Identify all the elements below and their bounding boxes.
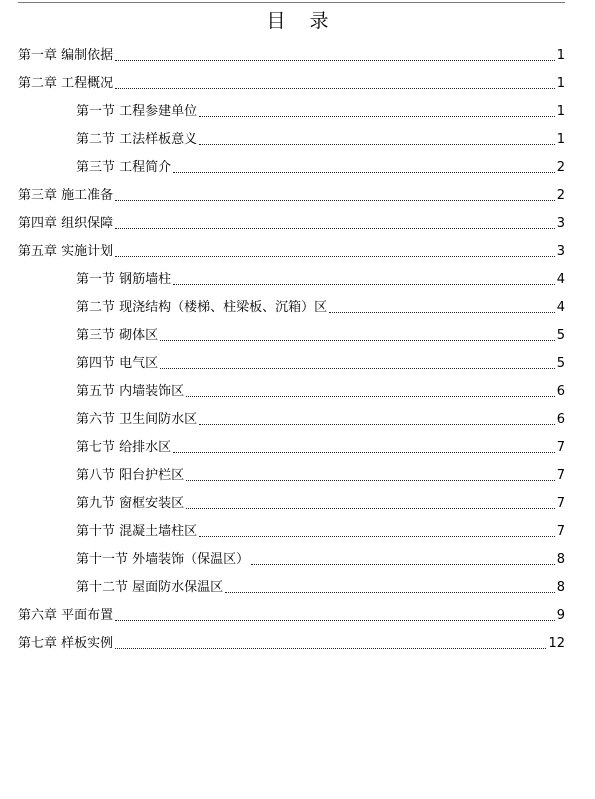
toc-page-number: 1 (556, 76, 565, 91)
toc-entry-section[interactable] (18, 292, 565, 320)
toc-page-number: 2 (556, 160, 565, 175)
toc-entry-label: 第十一节 外墙装饰（保温区） (76, 552, 250, 567)
toc-entry-section[interactable] (18, 124, 565, 152)
toc-entry-section[interactable] (18, 544, 565, 572)
toc-page-number: 4 (556, 300, 565, 315)
toc-entry-section[interactable] (18, 488, 565, 516)
toc-entry-section[interactable] (18, 152, 565, 180)
toc-page-number: 12 (548, 636, 565, 651)
toc-entry-section[interactable] (18, 516, 565, 544)
toc-entry-label: 第一章 编制依据 (18, 48, 114, 63)
toc-entry-label: 第十节 混凝土墙柱区 (76, 524, 198, 539)
toc-page-number: 3 (556, 216, 565, 231)
toc-page-number: 1 (556, 48, 565, 63)
toc-dot-leader (199, 144, 555, 145)
toc-entry-section[interactable] (18, 320, 565, 348)
toc-dot-leader (115, 228, 555, 229)
toc-dot-leader (173, 284, 555, 285)
toc-dot-leader (199, 424, 555, 425)
toc-dot-leader (115, 60, 555, 61)
toc-entry-label: 第二章 工程概况 (18, 76, 114, 91)
toc-entry-chapter[interactable] (18, 180, 565, 208)
toc-dot-leader (115, 620, 555, 621)
toc-entry-chapter[interactable] (18, 236, 565, 264)
toc-page-number: 5 (556, 328, 565, 343)
toc-entry-label: 第四章 组织保障 (18, 216, 114, 231)
toc-entry-label: 第二节 现浇结构（楼梯、柱梁板、沉箱）区 (76, 300, 328, 315)
toc-entry-chapter[interactable] (18, 68, 565, 96)
toc-page-number: 8 (556, 580, 565, 595)
toc-dot-leader (199, 116, 555, 117)
toc-entry-label: 第三节 工程简介 (76, 160, 172, 175)
toc-dot-leader (186, 480, 555, 481)
toc-page-number: 7 (556, 496, 565, 511)
toc-dot-leader (199, 536, 555, 537)
toc-entry-section[interactable] (18, 348, 565, 376)
toc-page-number: 3 (556, 244, 565, 259)
toc-dot-leader (225, 592, 555, 593)
header-rule (18, 2, 565, 3)
toc-entry-chapter[interactable] (18, 600, 565, 628)
document-title: 目 录 (266, 10, 338, 32)
toc-entry-label: 第三章 施工准备 (18, 188, 114, 203)
toc-entry-label: 第十二节 屋面防水保温区 (76, 580, 224, 595)
toc-entry-section[interactable] (18, 404, 565, 432)
toc-entry-label: 第一节 工程参建单位 (76, 104, 198, 119)
toc-entry-chapter[interactable] (18, 40, 565, 68)
toc-entry-label: 第四节 电气区 (76, 356, 159, 371)
toc-entry-label: 第六章 平面布置 (18, 608, 114, 623)
toc-page-number: 1 (556, 132, 565, 147)
toc-page-number: 2 (556, 188, 565, 203)
toc-page-number: 6 (556, 412, 565, 427)
toc-page-number: 1 (556, 104, 565, 119)
toc-dot-leader (115, 200, 555, 201)
toc-page-number: 4 (556, 272, 565, 287)
toc-page-number: 7 (556, 524, 565, 539)
toc-entry-label: 第九节 窗框安装区 (76, 496, 185, 511)
toc-entry-chapter[interactable] (18, 628, 565, 656)
toc-page-number: 7 (556, 440, 565, 455)
toc-entry-label: 第七章 样板实例 (18, 636, 114, 651)
toc-entry-section[interactable] (18, 96, 565, 124)
toc-dot-leader (160, 368, 555, 369)
toc-dot-leader (173, 452, 555, 453)
toc-dot-leader (115, 256, 555, 257)
toc-dot-leader (115, 648, 546, 649)
toc-page-number: 8 (556, 552, 565, 567)
toc-page-number: 5 (556, 356, 565, 371)
toc-dot-leader (186, 396, 555, 397)
toc-dot-leader (173, 172, 555, 173)
toc-dot-leader (329, 312, 555, 313)
toc-page-number: 7 (556, 468, 565, 483)
table-of-contents (18, 40, 565, 656)
toc-entry-label: 第五章 实施计划 (18, 244, 114, 259)
toc-entry-section[interactable] (18, 376, 565, 404)
toc-entry-label: 第七节 给排水区 (76, 440, 172, 455)
toc-page-number: 9 (556, 608, 565, 623)
toc-entry-label: 第二节 工法样板意义 (76, 132, 198, 147)
toc-entry-label: 第一节 钢筋墙柱 (76, 272, 172, 287)
toc-dot-leader (160, 340, 555, 341)
toc-entry-chapter[interactable] (18, 208, 565, 236)
toc-entry-label: 第八节 阳台护栏区 (76, 468, 185, 483)
toc-dot-leader (115, 88, 555, 89)
toc-entry-section[interactable] (18, 572, 565, 600)
toc-entry-section[interactable] (18, 432, 565, 460)
toc-entry-label: 第三节 砌体区 (76, 328, 159, 343)
toc-entry-label: 第五节 内墙装饰区 (76, 384, 185, 399)
toc-page-number: 6 (556, 384, 565, 399)
toc-entry-section[interactable] (18, 264, 565, 292)
toc-dot-leader (186, 508, 555, 509)
toc-dot-leader (251, 564, 555, 565)
toc-entry-label: 第六节 卫生间防水区 (76, 412, 198, 427)
toc-entry-section[interactable] (18, 460, 565, 488)
